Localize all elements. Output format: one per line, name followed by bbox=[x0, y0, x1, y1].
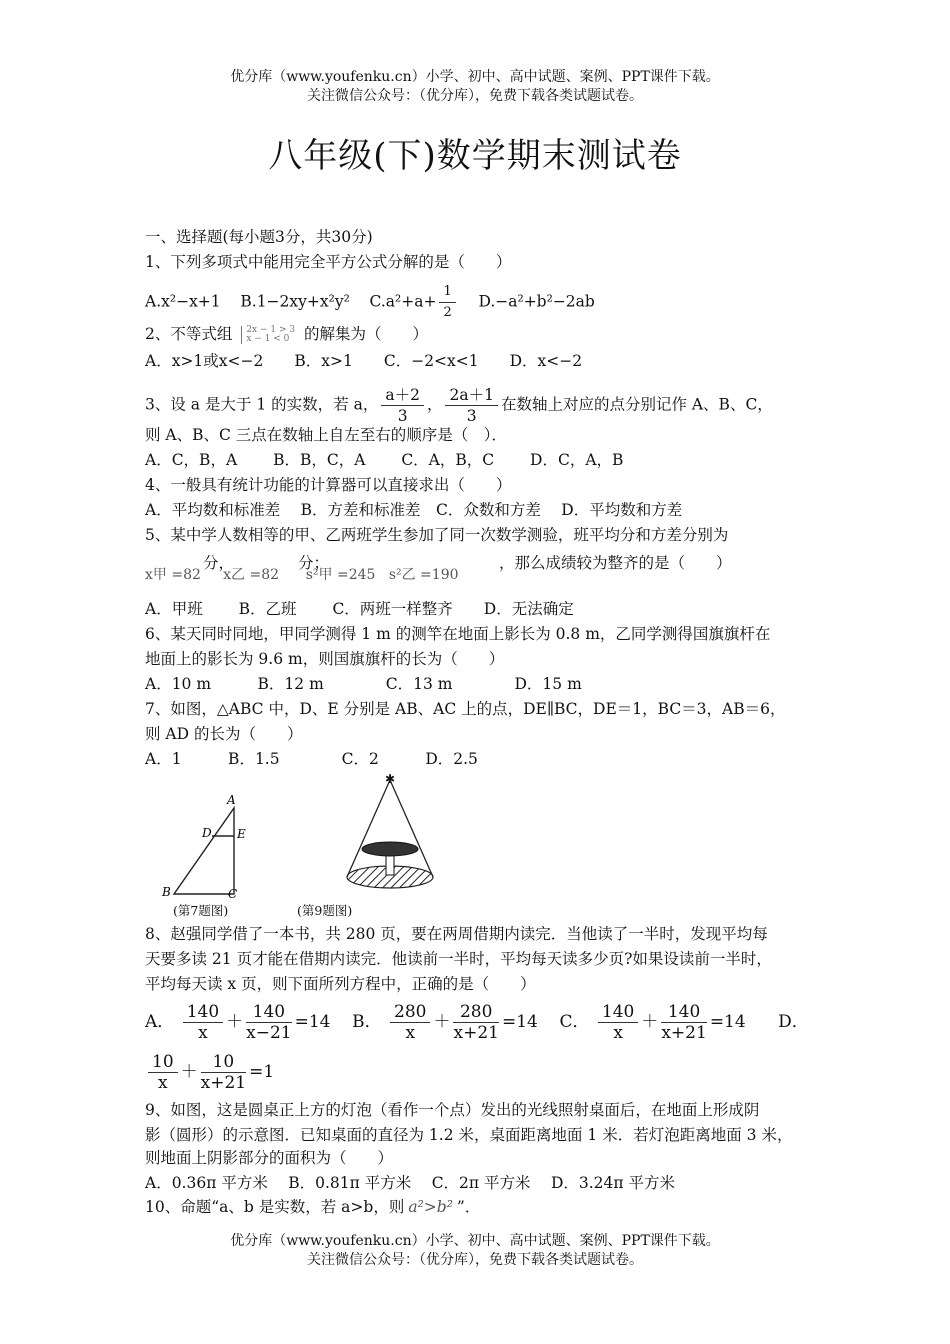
question-2-options: A．x>1或x<−2 B．x>1 C．−2<x<1 D．x<−2 bbox=[145, 352, 583, 370]
q1-option-a: A.x²−x+1 bbox=[145, 292, 221, 311]
figure-9-caption: (第9题图) bbox=[297, 903, 353, 918]
svg-text:✱: ✱ bbox=[385, 772, 396, 786]
question-6-options: A．10 m B．12 m C．13 m D．15 m bbox=[145, 675, 582, 693]
q5-var-jia: s²甲 =245 bbox=[305, 567, 376, 583]
question-10-stem: 10、命题“a、b 是实数，若 a>b，则 a²>b² ”． bbox=[145, 1198, 481, 1216]
q1-option-b: B.1−2xy+x²y² bbox=[240, 292, 350, 311]
question-5-options: A．甲班 B．乙班 C．两班一样整齐 D．无法确定 bbox=[145, 600, 574, 618]
question-6-line-1: 6、某天同时同地，甲同学测得 1 m 的测竿在地面上影长为 0.8 m，乙同学测得国旗旗杆在 bbox=[145, 625, 771, 643]
q1-option-d: D.−a²+b²−2ab bbox=[478, 292, 595, 311]
footer-line-2: 关注微信公众号：（优分库），免费下载各类试题试卷。 bbox=[307, 1252, 643, 1268]
question-5-values: 分， 分； ，那么成绩较为整齐的是（ ） bbox=[203, 554, 732, 572]
q3-fraction-2: $\frac{2a+1}{3}$ bbox=[445, 385, 497, 426]
question-9-options: A．0.36π 平方米 B．0.81π 平方米 C．2π 平方米 D．3.24π 平方米 bbox=[145, 1174, 676, 1192]
question-1-stem: 1、下列多项式中能用完全平方公式分解的是（ ） bbox=[145, 253, 512, 271]
question-9-line-2: 影（圆形）的示意图．已知桌面的直径为 1.2 米，桌面距离地面 1 米．若灯泡距离地面 3 米， bbox=[145, 1126, 793, 1144]
q3-fraction-1: $\frac{a+2}{3}$ bbox=[381, 385, 424, 426]
footer-line-1: 优分库（www.youfenku.cn）小学、初中、高中试题、案例、PPT课件下载。 bbox=[230, 1233, 720, 1249]
figure-7-triangle bbox=[150, 790, 260, 900]
question-3-stem: 3、设 a 是大于 1 的实数，若 a， $\frac{a+2}{3}$ ， $\frac{2a+1}{3}$ 在数轴上对应的点分别记作 A、B、C， bbox=[145, 386, 773, 425]
question-9-line-3: 则地面上阴影部分的面积为（ ） bbox=[145, 1149, 394, 1167]
question-8-options-abc: A． $\frac{140}{x}$ ＋ $\frac{140}{x-21}$ =14 B． $\frac{280}{x}$ ＋ $\frac{280}{x+21}$ =14 C． $\frac{140}{x}$ ＋ $\frac{140}{x+21}$ =14 D． bbox=[145, 1002, 809, 1043]
question-3-line-2: 则 A、B、C 三点在数轴上自左至右的顺序是（ ）． bbox=[145, 426, 508, 444]
question-8-line-2: 天要多读 21 页才能在借期内读完．他读前一半时，平均每天读多少页?如果设读前一半时， bbox=[145, 950, 772, 968]
label-c: C bbox=[228, 887, 238, 900]
q8-option-c-label: C． bbox=[559, 1012, 590, 1032]
question-5-statistics bbox=[145, 565, 459, 585]
q8-option-d-label: D． bbox=[778, 1012, 809, 1032]
figure-9-lamp-table bbox=[330, 770, 450, 895]
question-8-line-3: 平均每天读 x 页，则下面所列方程中，正确的是（ ） bbox=[145, 975, 536, 993]
question-7-line-2: 则 AD 的长为（ ） bbox=[145, 725, 303, 743]
question-7-options: A．1 B．1.5 C．2 D．2.5 bbox=[145, 750, 478, 768]
label-b: B bbox=[162, 885, 171, 899]
figure-7-caption: (第7题图) bbox=[173, 903, 229, 918]
question-5-stem: 5、某中学人数相等的甲、乙两班学生参加了同一次数学测验，班平均分和方差分别为 bbox=[145, 526, 729, 544]
question-4-options: A．平均数和标准差 B．方差和标准差 C．众数和方差 D．平均数和方差 bbox=[145, 501, 683, 519]
question-8-line-1: 8、赵强同学借了一本书，共 280 页，要在两周借期内读完．当他读了一半时，发现平均每 bbox=[145, 925, 768, 943]
q1-option-c: C.a²+a+ bbox=[369, 292, 437, 311]
question-4-stem: 4、一般具有统计功能的计算器可以直接求出（ ） bbox=[145, 476, 512, 494]
question-3-options: A．C，B，A B．B，C，A C．A，B，C D．C，A，B bbox=[145, 451, 624, 469]
question-1-options bbox=[145, 282, 595, 323]
q8-option-b-label: B． bbox=[352, 1012, 382, 1032]
question-7-line-1: 7、如图，△ABC 中，D、E 分别是 AB、AC 上的点，DE∥BC，DE＝1，BC＝3，AB＝6， bbox=[145, 700, 786, 718]
q1-fraction: $\frac{1}{2}$ bbox=[439, 282, 455, 323]
header-line-2: 关注微信公众号：（优分库），免费下载各类试题试卷。 bbox=[307, 88, 643, 104]
label-a: A bbox=[227, 793, 236, 807]
q5-var-yi: s²乙 =190 bbox=[388, 567, 459, 583]
q5-mean-yi: x乙 =82 bbox=[223, 567, 280, 583]
header-line-1: 优分库（www.youfenku.cn）小学、初中、高中试题、案例、PPT课件下载。 bbox=[230, 69, 720, 85]
question-8-option-d: $\frac{10}{x}$ ＋ $\frac{10}{x+21}$ =1 bbox=[145, 1052, 274, 1093]
q2-inequality-system: 2x − 1 > 3 x − 1 < 0 bbox=[241, 326, 295, 344]
question-6-line-2: 地面上的影长为 9.6 m，则国旗旗杆的长为（ ） bbox=[145, 650, 505, 668]
label-d: D bbox=[202, 826, 212, 840]
q5-mean-jia: x甲 =82 bbox=[145, 567, 201, 583]
page-title: 八年级(下)数学期末测试卷 bbox=[268, 136, 682, 176]
question-2-stem: 2、不等式组 2x − 1 > 3 x − 1 < 0 的解集为（ ） bbox=[145, 325, 429, 344]
label-e: E bbox=[237, 827, 246, 841]
q8-option-a-label: A． bbox=[145, 1012, 175, 1032]
question-9-line-1: 9、如图，这是圆桌正上方的灯泡（看作一个点）发出的光线照射桌面后，在地面上形成阴 bbox=[145, 1101, 760, 1119]
section-heading: 一、选择题(每小题3分，共30分) bbox=[145, 228, 373, 246]
